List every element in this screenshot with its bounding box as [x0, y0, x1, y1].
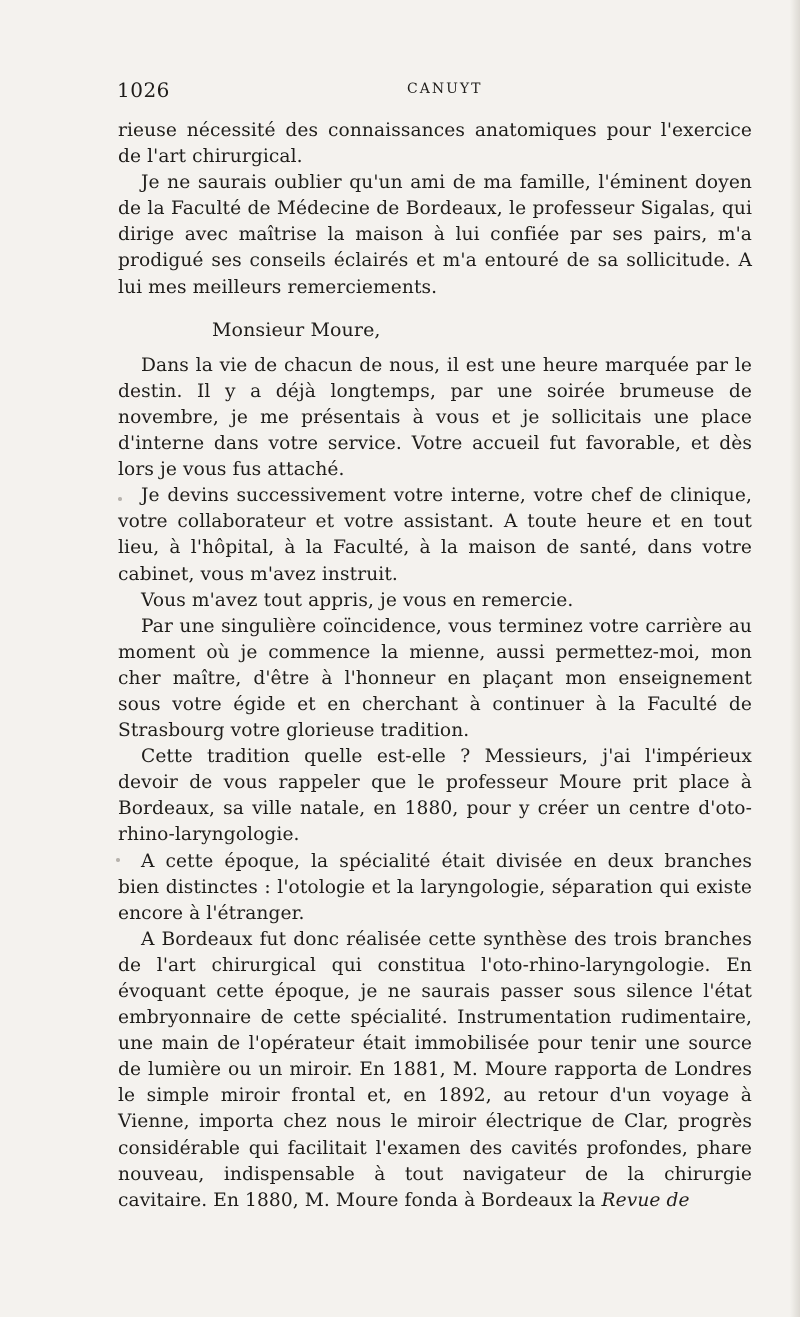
paragraph-3: Dans la vie de chacun de nous, il est une heure marquée par le destin. Il y a déjà longtemps, par une soirée brumeuse de novembre, je me présentais à vous et je sollicitais une place d'interne dans votre service. Votre accueil fut favorable, et dès lors je vous fus attaché.: [118, 354, 752, 481]
paragraph-8: A cette époque, la spécialité était divisée en deux branches bien distinctes : l'otologie et la laryngologie, séparation qui existe encore à l'étranger.: [118, 850, 752, 924]
page-number: 1026: [117, 78, 170, 102]
salutation: Monsieur Moure,: [212, 318, 381, 341]
journal-title-italic: Revue de: [601, 1189, 690, 1211]
running-head: [117, 78, 751, 102]
paragraph-9: [118, 927, 752, 1214]
print-speck: [118, 497, 122, 501]
paragraph-7: Cette tradition quelle est-elle ? Messieurs, j'ai l'impérieux devoir de vous rappeler que le professeur Moure prit place à Bordeaux, sa ville natale, en 1880, pour y créer un centre d'oto-rhino-laryngologie.: [118, 746, 752, 846]
body-text: [118, 118, 752, 1214]
paragraph-6: Par une singulière coïncidence, vous terminez votre carrière au moment où je commence la mienne, aussi permettez-moi, mon cher maître, d'être à l'honneur en plaçant mon enseignement sous votre égide et en cherchant à continuer à la Faculté de Strasbourg votre glorieuse tradition.: [118, 615, 752, 742]
paragraph-4: Je devins successivement votre interne, votre chef de clinique, votre collaborateur et votre assistant. A toute heure et en tout lieu, à l'hôpital, à la Faculté, à la maison de santé, dans votre cabinet, vous m'avez instruit.: [118, 485, 752, 585]
paragraph-2: Je ne saurais oublier qu'un ami de ma famille, l'éminent doyen de la Faculté de Médecine de Bordeaux, le professeur Sigalas, qui dirige avec maîtrise la maison à lui confiée par ses pairs, m'a prodigué ses conseils éclairés et m'a entouré de sa sollicitude. A lui mes meilleurs remerciements.: [118, 172, 752, 298]
paragraph-5: Vous m'avez tout appris, je vous en remercie.: [141, 589, 574, 611]
page-edge-shadow: [790, 0, 800, 1317]
paragraph-1: rieuse nécessité des connaissances anatomiques pour l'exercice de l'art chirurgical.: [118, 120, 752, 168]
print-speck: [116, 858, 120, 862]
running-title: CANUYT: [407, 81, 483, 97]
paragraph-9-text: A Bordeaux fut donc réalisée cette synthèse des trois branches de l'art chirurgical qui constitua l'oto-rhino-laryngologie. En évoquant cette époque, je ne saurais passer sous silence l'état embryonnaire de cette spécialité. Instrumentation rudimentaire, une main de l'opérateur était immobilisée pour tenir une source de lumière ou un miroir. En 1881, M. Moure rapporta de Londres le simple miroir frontal et, en 1892, au retour d'un voyage à Vienne, importa chez nous le miroir électrique de Clar, progrès considérable qui facilitait l'examen des cavités profondes, phare nouveau, indispensable à tout navigateur de la chirurgie cavitaire. En 1880, M. Moure fonda à Bordeaux la: [118, 928, 752, 1211]
